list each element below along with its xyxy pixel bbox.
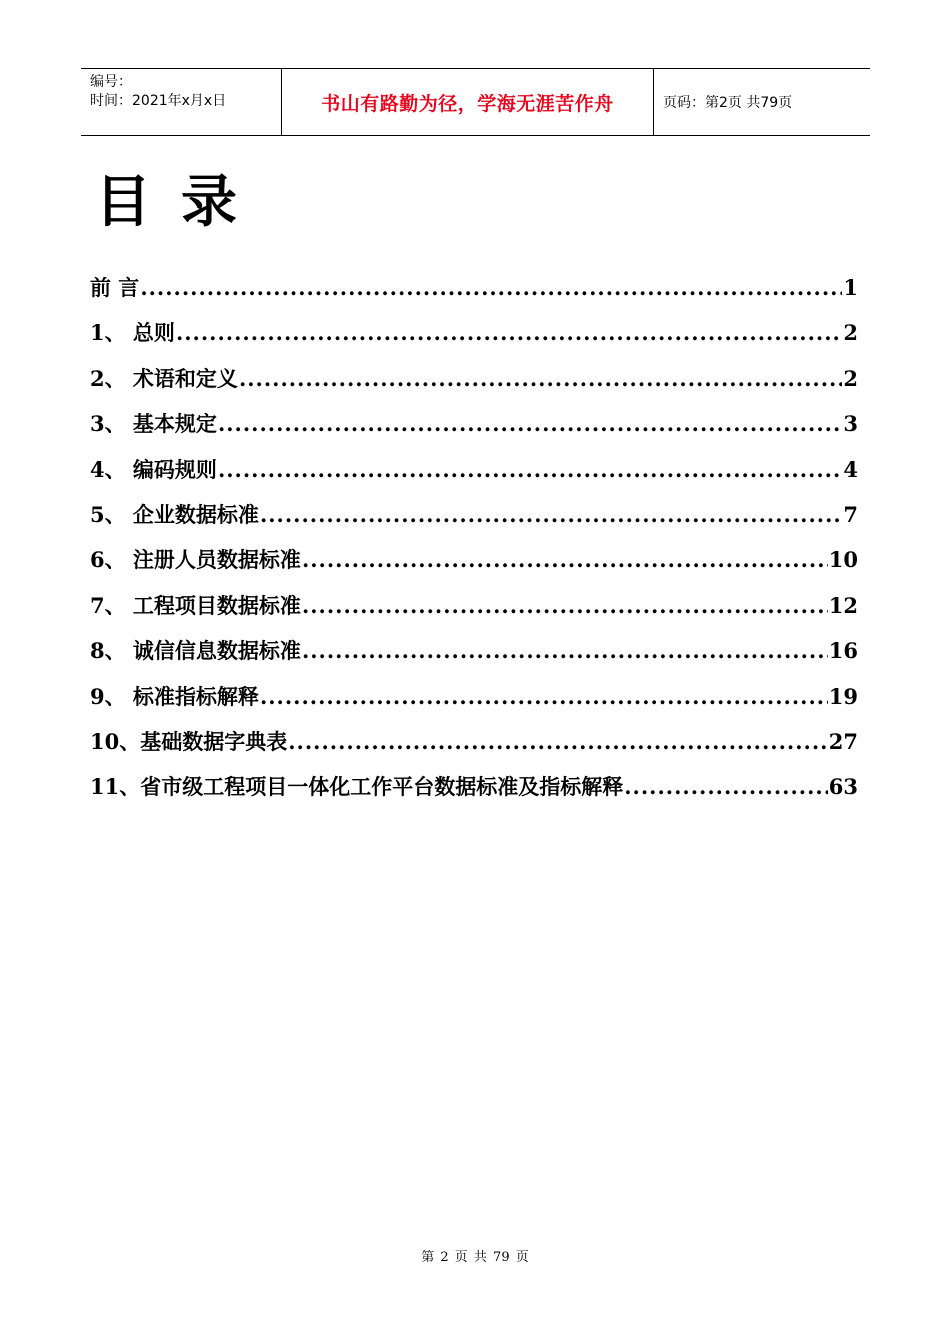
toc-entry-page: 12 [828, 592, 858, 618]
toc-entry[interactable] [90, 499, 858, 544]
page-footer: 第 2 页 共 79 页 [421, 1250, 529, 1265]
toc-entry[interactable] [90, 272, 858, 317]
toc-entry-label: 11、省市级工程项目一体化工作平台数据标准及指标解释 [90, 774, 624, 800]
page-header [81, 68, 870, 136]
toc-entry[interactable] [90, 454, 858, 499]
toc-entry-page: 10 [828, 547, 858, 573]
toc-entry-page: 1 [843, 275, 858, 300]
toc-dot-leader [218, 411, 842, 436]
toc-entry-page: 2 [843, 365, 858, 391]
header-meta [81, 69, 281, 135]
toc-entry[interactable] [90, 544, 858, 589]
toc-entry-label: 1、 总则 [90, 320, 175, 346]
toc-dot-leader [302, 593, 828, 618]
toc-entry-label: 4、 编码规则 [90, 456, 217, 482]
toc-entry-page: 16 [828, 638, 858, 664]
header-page-info: 页码：第2页 共79页 [663, 95, 793, 111]
toc-entry-page: 63 [828, 774, 858, 800]
toc-entry[interactable] [90, 408, 858, 453]
toc-dot-leader [140, 275, 842, 300]
toc-entry-page: 3 [843, 411, 858, 437]
toc-dot-leader [218, 457, 842, 482]
toc-dot-leader [624, 774, 828, 799]
toc-entry[interactable] [90, 590, 858, 635]
toc-entry-page: 27 [828, 728, 858, 754]
header-time-label: 时间：2021年x月x日 [90, 93, 227, 109]
toc-dot-leader [260, 684, 828, 709]
toc-entry-page: 19 [828, 683, 858, 709]
toc-entry-label: 前 言 [90, 275, 140, 300]
toc-entry-label: 10、基础数据字典表 [90, 728, 288, 754]
table-of-contents [90, 272, 858, 817]
toc-entry[interactable] [90, 771, 858, 816]
toc-entry-label: 5、 企业数据标准 [90, 501, 259, 527]
toc-entry-page: 7 [843, 501, 858, 527]
header-number-label: 编号： [90, 74, 132, 90]
toc-entry-page: 2 [843, 320, 858, 346]
toc-dot-leader [288, 729, 828, 754]
toc-entry-label: 8、 诚信信息数据标准 [90, 638, 301, 664]
toc-entry[interactable] [90, 726, 858, 771]
toc-entry-label: 7、 工程项目数据标准 [90, 592, 301, 618]
toc-entry-label: 2、 术语和定义 [90, 365, 238, 391]
page-title: 目录 [95, 170, 267, 235]
toc-entry[interactable] [90, 317, 858, 362]
toc-entry-page: 4 [843, 456, 858, 482]
toc-entry-label: 6、 注册人员数据标准 [90, 547, 301, 573]
toc-dot-leader [302, 638, 828, 663]
toc-dot-leader [260, 502, 842, 527]
toc-entry[interactable] [90, 681, 858, 726]
toc-entry-label: 9、 标准指标解释 [90, 683, 259, 709]
toc-dot-leader [239, 366, 842, 391]
toc-dot-leader [302, 547, 828, 572]
toc-entry[interactable] [90, 363, 858, 408]
toc-entry-label: 3、 基本规定 [90, 411, 217, 437]
toc-entry[interactable] [90, 635, 858, 680]
toc-dot-leader [176, 320, 842, 345]
header-motto: 书山有路勤为径，学海无涯苦作舟 [281, 69, 654, 135]
